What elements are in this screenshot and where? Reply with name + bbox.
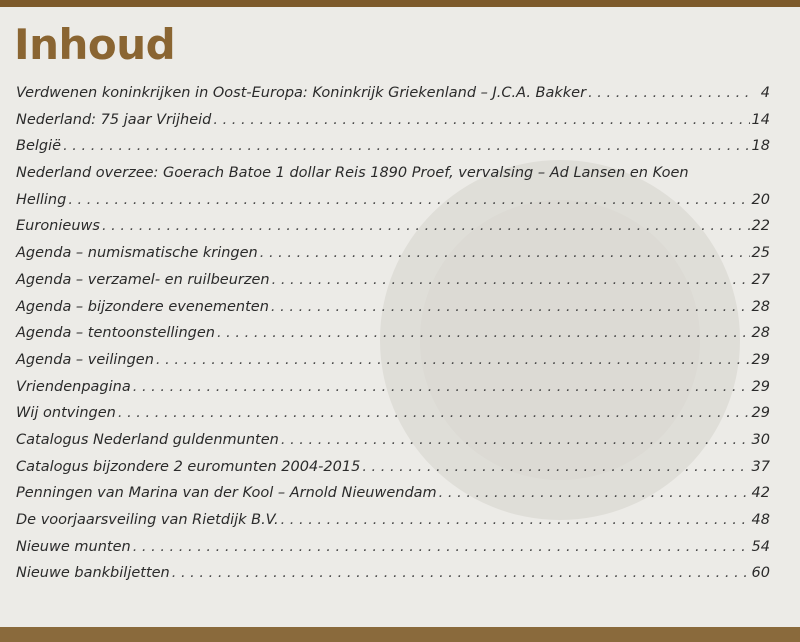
- toc-entry-page: 28: [751, 325, 770, 342]
- toc-entry-page: 29: [751, 405, 770, 422]
- dot-leader: [172, 560, 750, 587]
- dot-leader: [118, 400, 750, 427]
- toc-entry-page: 30: [751, 431, 770, 448]
- top-rule: [0, 0, 800, 7]
- toc-entry-page: 20: [751, 191, 770, 208]
- toc-entry-title: Euronieuws: [16, 218, 100, 235]
- dot-leader: [281, 507, 750, 534]
- toc-entry[interactable]: [16, 240, 770, 267]
- toc-entry-page: 22: [751, 218, 770, 235]
- dot-leader: [272, 267, 750, 294]
- toc-entry-title: Nieuwe munten: [16, 538, 131, 555]
- toc-entry-title: Nieuwe bankbiljetten: [16, 565, 170, 582]
- toc-entry[interactable]: [16, 374, 770, 401]
- toc-entry-title: Catalogus bijzondere 2 euromunten 2004-2015: [16, 458, 361, 475]
- dot-leader: [213, 107, 749, 134]
- toc-entry-page: 29: [751, 378, 770, 395]
- toc-entry-title: België: [16, 138, 62, 155]
- toc-entry[interactable]: [16, 187, 770, 214]
- toc-entry-title: Penningen van Marina van der Kool – Arnold Nieuwendam: [16, 485, 437, 502]
- toc-entry[interactable]: [16, 480, 770, 507]
- toc-entry-title: Wij ontvingen: [16, 405, 116, 422]
- toc-entry-page: 37: [751, 458, 770, 475]
- toc-entry-title: Catalogus Nederland guldenmunten: [16, 431, 279, 448]
- dot-leader: [260, 240, 750, 267]
- toc-entry-title: Agenda – bijzondere evenementen: [16, 298, 269, 315]
- toc-entry-title: Nederland: 75 jaar Vrijheid: [16, 111, 212, 128]
- toc-entry[interactable]: [16, 267, 770, 294]
- toc-entry[interactable]: [16, 347, 770, 374]
- toc-entry[interactable]: [16, 427, 770, 454]
- toc-entry[interactable]: [16, 320, 770, 347]
- dot-leader: [439, 480, 750, 507]
- table-of-contents: [16, 80, 770, 587]
- toc-entry-title: Vriendenpagina: [16, 378, 131, 395]
- toc-entry-title: Agenda – verzamel- en ruilbeurzen: [16, 271, 270, 288]
- toc-entry[interactable]: [16, 507, 770, 534]
- toc-entry-title: Agenda – tentoonstellingen: [16, 325, 215, 342]
- toc-entry[interactable]: [16, 294, 770, 321]
- toc-entry[interactable]: [16, 400, 770, 427]
- page-title: Inhoud: [14, 20, 176, 69]
- toc-entry-title: Helling: [16, 191, 67, 208]
- dot-leader: [217, 320, 750, 347]
- dot-leader: [362, 454, 749, 481]
- toc-entry-page: 60: [751, 565, 770, 582]
- toc-entry-page: 27: [751, 271, 770, 288]
- toc-entry-title: Agenda – veilingen: [16, 351, 154, 368]
- toc-entry[interactable]: [16, 560, 770, 587]
- toc-entry-page: 29: [751, 351, 770, 368]
- toc-entry[interactable]: [16, 160, 770, 187]
- toc-entry-title: Agenda – numismatische kringen: [16, 245, 258, 262]
- toc-entry-page: 42: [751, 485, 770, 502]
- toc-entry-page: 54: [751, 538, 770, 555]
- dot-leader: [588, 80, 754, 107]
- toc-entry[interactable]: [16, 213, 770, 240]
- dot-leader: [281, 427, 750, 454]
- toc-entry-page: 28: [751, 298, 770, 315]
- toc-entry[interactable]: [16, 133, 770, 160]
- toc-entry[interactable]: [16, 80, 770, 107]
- dot-leader: [102, 213, 750, 240]
- dot-leader: [63, 133, 749, 160]
- toc-entry-page: 48: [751, 512, 770, 528]
- dot-leader: [133, 374, 750, 401]
- toc-entry-title: Nederland overzee: Goerach Batoe 1 dollar Reis 1890 Proef, vervalsing – Ad Lansen en Koen: [16, 165, 689, 182]
- dot-leader: [133, 534, 750, 561]
- toc-entry[interactable]: [16, 107, 770, 134]
- toc-entry-page: 4: [760, 85, 770, 101]
- toc-entry-page: 18: [751, 138, 770, 155]
- toc-entry-page: 25: [751, 245, 770, 262]
- dot-leader: [156, 347, 750, 374]
- toc-entry-title: De voorjaarsveiling van Rietdijk B.V.: [16, 512, 279, 528]
- toc-entry[interactable]: [16, 534, 770, 561]
- dot-leader: [68, 187, 749, 214]
- toc-entry-title: Verdwenen koninkrijken in Oost-Europa: Koninkrijk Griekenland – J.C.A. Bakker: [16, 85, 587, 101]
- toc-entry-page: 14: [751, 111, 770, 128]
- bottom-rule: [0, 627, 800, 642]
- toc-entry[interactable]: [16, 454, 770, 481]
- dot-leader: [271, 294, 750, 321]
